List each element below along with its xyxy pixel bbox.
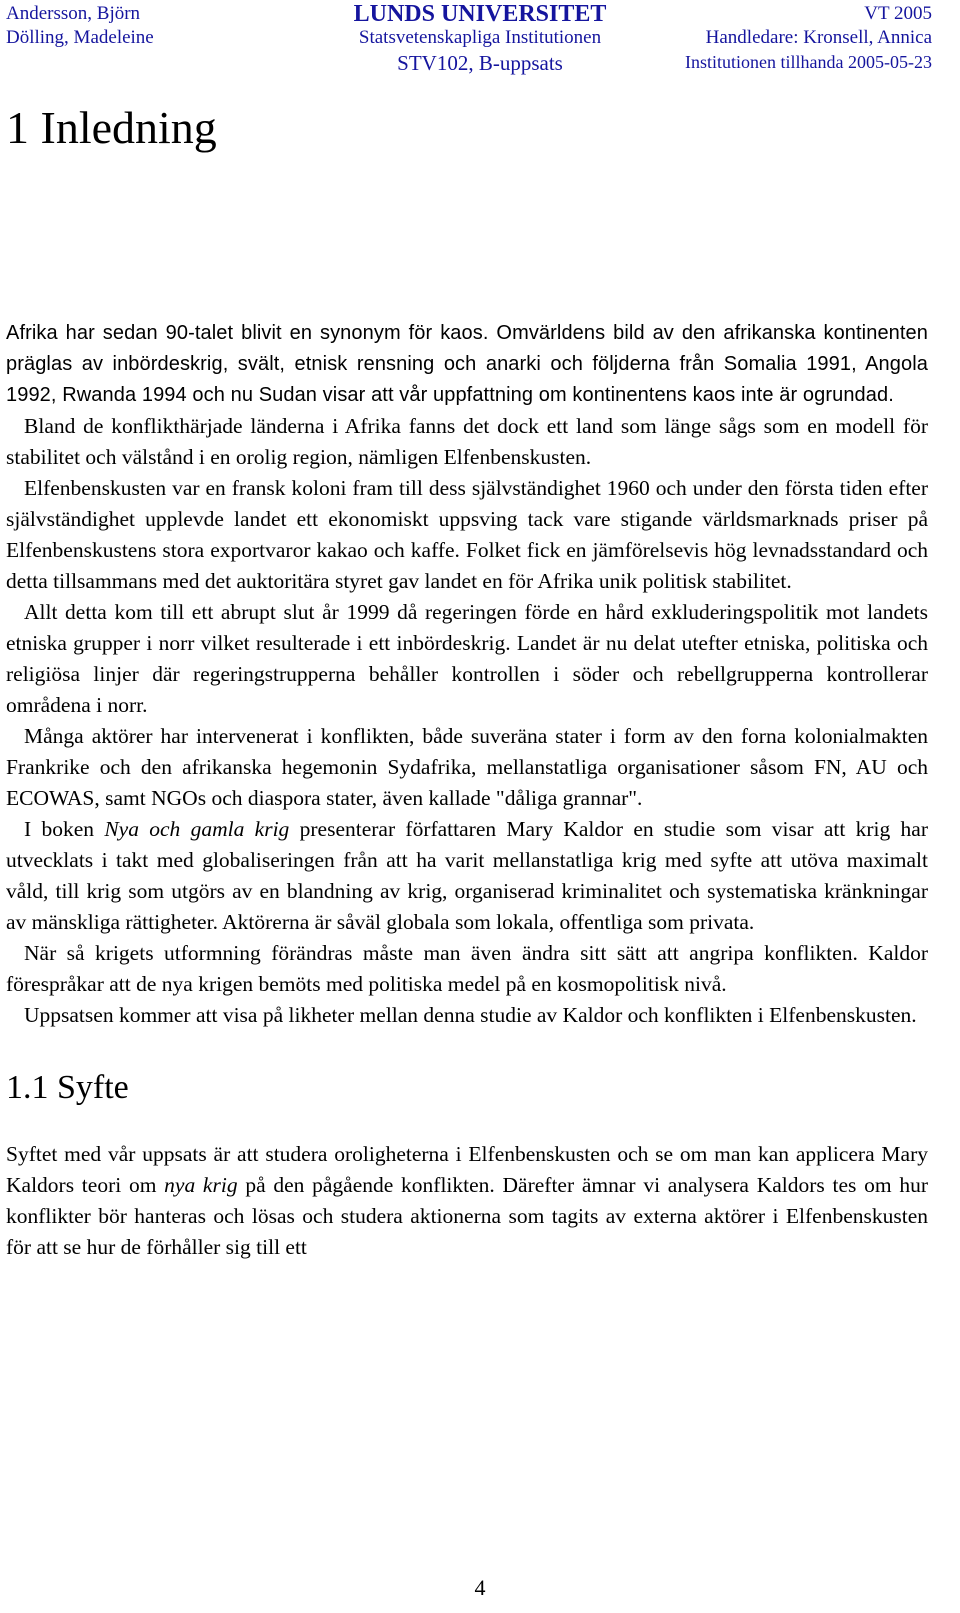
page-header bbox=[0, 0, 960, 80]
book-title: Nya och gamla krig bbox=[104, 817, 290, 841]
paragraph-intro-4: Allt detta kom till ett abrupt slut år 1999 då regeringen förde en hård exkluderingspolitik mot landets etniska grupper i norr vilket resulterade i ett inbördeskrig. Landet är nu delat utefter etniska, politiska och religiösa linjer där regeringstrupperna behåller kontrollen i söder och rebellgrupperna kontrollerar områdena i norr. bbox=[6, 600, 928, 717]
paragraph-intro-6-end: presenterar författaren Mary Kaldor en studie som visar att krig har utvecklats i takt med globaliseringen från att ha varit mellanstatliga krig med syfte att utöva maximalt våld, till krig som utgörs av en blandning av krig, organiserad kriminalitet och systematiska kränkningar av mänskliga rättigheter. Aktörerna är såväl globala som lokala, offentliga som privata. bbox=[6, 817, 929, 934]
header-submission-date: Institutionen tillhanda 2005-05-23 bbox=[685, 52, 932, 72]
paragraph-syfte-start: Syftet med vår uppsats är att studera oroligheterna i Elfenbenskusten och se om man kan applicera Mary Kaldors teori om bbox=[6, 1142, 928, 1197]
document-body bbox=[6, 318, 928, 1263]
heading-syfte: 1.1 Syfte bbox=[6, 1069, 129, 1106]
paragraph-intro-2: Bland de konflikthärjade länderna i Afrika fanns det dock ett land som länge sågs som en modell för stabilitet och välstånd i en orolig region, nämligen Elfenbenskusten. bbox=[6, 414, 928, 469]
header-term: VT 2005 bbox=[864, 3, 932, 24]
header-author-1: Andersson, Björn bbox=[6, 3, 141, 24]
paragraph-syfte bbox=[6, 1139, 928, 1263]
paragraph-intro-1: Afrika har sedan 90-talet blivit en synonym för kaos. Omvärldens bild av den afrikanska kontinenten präglas av inbördeskrig, svält, etnisk rensning och anarki och följderna från Somalia 1991, Angola 1992, Rwanda 1994 och nu Sudan visar att vår uppfattning om kontinentens kaos inte är ogrundad. bbox=[6, 322, 928, 406]
paragraph-intro-6 bbox=[6, 814, 928, 938]
heading-inledning: 1 Inledning bbox=[6, 102, 217, 153]
header-author-2: Dölling, Madeleine bbox=[6, 27, 154, 48]
header-university: LUNDS UNIVERSITET bbox=[353, 1, 607, 27]
theory-term: nya krig bbox=[164, 1173, 238, 1197]
header-department: Statsvetenskapliga Institutionen bbox=[358, 27, 602, 48]
paragraph-intro-3: Elfenbenskusten var en fransk koloni fram till dess självständighet 1960 och under den första tiden efter självständighet upplevde landet ett ekonomiskt uppsving tack vare stigande världsmarknads priser på Elfenbenskustens stora exportvaror kakao och kaffe. Folket fick en jämförelsevis hög levnadsstandard och detta tillsammans med det auktoritära styret gav landet en för Afrika unik politisk stabilitet. bbox=[6, 476, 928, 593]
paragraph-intro-7: När så krigets utformning förändras måste man även ändra sitt sätt att angripa konflikten. Kaldor förespråkar att de nya krigen bemöts med politiska medel på en kosmopolitisk nivå. bbox=[6, 941, 928, 996]
paragraph-intro-8: Uppsatsen kommer att visa på likheter mellan denna studie av Kaldor och konflikten i Elfenbenskusten. bbox=[24, 1003, 917, 1027]
header-course: STV102, B-uppsats bbox=[397, 51, 563, 75]
page-number: 4 bbox=[474, 1575, 486, 1600]
header-meta bbox=[685, 2, 932, 74]
paragraph-intro-6-start: I boken bbox=[24, 817, 105, 841]
header-supervisor: Handledare: Kronsell, Annica bbox=[705, 27, 932, 48]
paragraph-intro-5: Många aktörer har intervenerat i konflikten, både suveräna stater i form av den forna kolonialmakten Frankrike och den afrikanska hegemonin Sydafrika, mellanstatliga organisationer såsom FN, AU och ECOWAS, samt NGOs och diaspora stater, även kallade "dåliga grannar". bbox=[6, 724, 928, 810]
paragraph-syfte-end: på den pågående konflikten. Därefter ämnar vi analysera Kaldors tes om hur konflikter bör hanteras och lösas och studera aktionerna som tagits av externa aktörer i Elfenbenskusten för att se hur de förhåller sig till ett bbox=[6, 1173, 928, 1259]
